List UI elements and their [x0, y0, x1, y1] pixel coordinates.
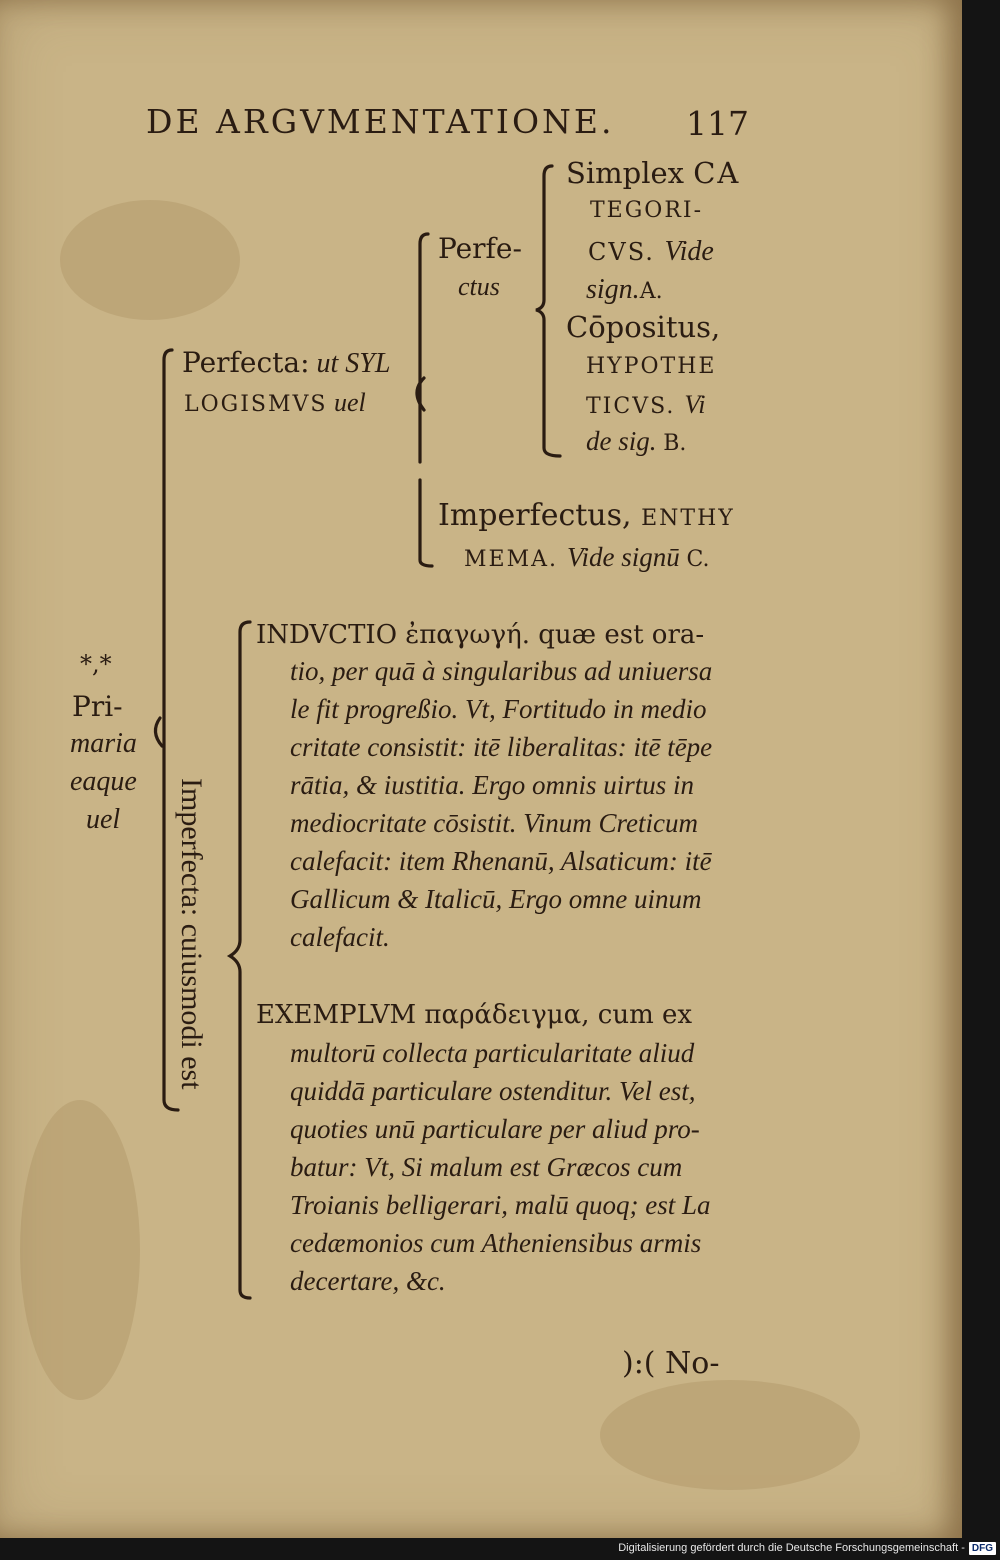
- perfectus-line-1: Perfe-: [438, 232, 522, 265]
- imperfectus-line-1: Imperfectus, ENTHY: [438, 498, 735, 533]
- compositus-line-1: Cōpositus,: [566, 310, 721, 344]
- inductio-line: INDVCTIO ἐπαγωγή. quæ est ora-: [256, 620, 705, 650]
- perfectus-line-2: ctus: [458, 272, 500, 301]
- brace-simplex-compositus: [536, 166, 560, 456]
- imperfectus-line-2: MEMA. Vide signū C.: [464, 542, 710, 572]
- exemplum-line: Troianis belligerari, malū quoq; est La: [290, 1190, 711, 1220]
- paper-stain: [600, 1380, 860, 1490]
- dfg-logo-icon: DFG: [969, 1542, 996, 1555]
- inductio-line: tio, per quā à singularibus ad uniuersa: [290, 656, 713, 686]
- simplex-line-4: sign.A.: [586, 274, 663, 305]
- perfecta-line-1: Perfecta: ut SYL: [182, 346, 391, 379]
- footer-text: Digitalisierung gefördert durch die Deutsche Forschungsgemeinschaft -: [618, 1542, 965, 1554]
- inductio-line: calefacit: item Rhenanū, Alsaticum: itē: [290, 846, 712, 876]
- compositus-line-4: de sig. B.: [586, 426, 687, 456]
- inductio-line: critate consistit: itē liberalitas: itē tēpe: [290, 732, 713, 762]
- paper-stain: [60, 200, 240, 320]
- inductio-line: rātia, & iustitia. Ergo omnis uirtus in: [290, 770, 695, 800]
- exemplum-line: EXEMPLVM παράδειγμα, cum ex: [256, 1000, 693, 1030]
- bracket-perfectus: [420, 234, 428, 462]
- simplex-line-3: CVS. Vide: [588, 236, 714, 267]
- root-line-2: maria: [70, 728, 137, 759]
- exemplum-line: multorū collecta particularitate aliud: [290, 1038, 695, 1068]
- simplex-line-1: Simplex CA: [566, 156, 741, 190]
- simplex-line-2: TEGORI-: [590, 198, 704, 223]
- compositus-line-3: TICVS. Vi: [586, 390, 706, 419]
- root-line-4: uel: [86, 804, 121, 835]
- exemplum-line: batur: Vt, Si malum est Græcos cum: [290, 1152, 683, 1182]
- perfecta-line-2: LOGISMVS uel: [184, 388, 366, 417]
- running-head: DE ARGVMENTATIONE.: [146, 102, 615, 141]
- inductio-line: le fit progreßio. Vt, Fortitudo in medio: [290, 694, 707, 724]
- inductio-line: calefacit.: [290, 922, 390, 952]
- brace-perfecta-point: [417, 378, 424, 410]
- root-line-1: Pri-: [72, 690, 123, 723]
- page-number: 117: [686, 104, 749, 143]
- catchword: ):( No-: [622, 1346, 720, 1381]
- inductio-line: mediocritate cōsistit. Vinum Creticum: [290, 808, 698, 838]
- exemplum-line: quiddā particulare ostenditur. Vel est,: [290, 1076, 696, 1106]
- bracket-inductio-exemplum: [230, 622, 250, 1298]
- inductio-line: Gallicum & Italicū, Ergo omne uinum: [290, 884, 702, 914]
- exemplum-line: decertare, &c.: [290, 1266, 446, 1296]
- bracket-imperfectus: [420, 480, 432, 566]
- root-stars: *,*: [80, 650, 112, 678]
- book-page: DE ARGVMENTATIONE. 117 Simplex CA TEGORI- CVS. Vide sign.A. Cōpositus, HYPOTHE TICVS. Vi de sig. B. Perfe- ctus Perfecta: ut SYL LOGISMVS uel Imperfectus, ENTHY MEMA. Vide signū C. *,* Pri- maria eaque uel Imperfecta: cuiusmodi est INDVCTIO ἐπαγωγή. quæ est ora- tio, per quā à singularibus ad uniuersa le fit progreßio. Vt, Fortitudo in medio critate consistit: itē liberalitas: itē tēpe rātia, & iustitia. Ergo omnis uirtus in mediocritate cōsistit. Vinum Creticum calefacit: item Rhenanū, Alsaticum: itē Gallicum & Italicū, Ergo omne uinum calefacit. EXEMPLVM παράδειγμα, cum ex multorū collecta particularitate aliud quiddā particulare ostenditur. Vel est, quoties unū particulare per aliud pro- batur: Vt, Si malum est Græcos cum Troianis belligerari, malū quoq; est La cedæmonios cum Atheniensibus armis decertare, &c. ):( No-: [0, 0, 962, 1538]
- root-line-3: eaque: [70, 766, 137, 797]
- digitization-footer: [618, 1539, 996, 1557]
- paper-stain: [20, 1100, 140, 1400]
- exemplum-line: quoties unū particulare per aliud pro-: [290, 1114, 700, 1144]
- exemplum-line: cedæmonios cum Atheniensibus armis: [290, 1228, 702, 1258]
- brace-root: [155, 718, 162, 746]
- compositus-line-2: HYPOTHE: [586, 354, 717, 379]
